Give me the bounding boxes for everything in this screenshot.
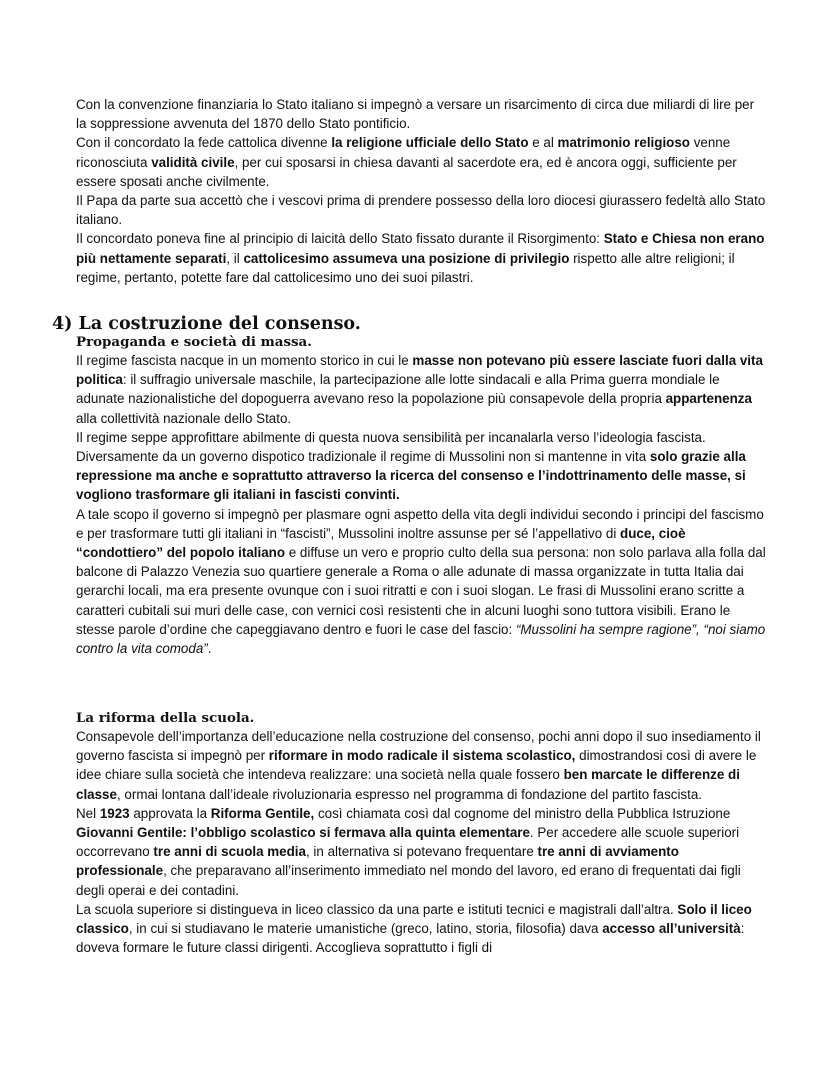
- text-run: , per cui sposarsi in chiesa davanti al sacerdote era, ed è ancora oggi, sufficiente per essere sposati anche civilmente.: [76, 154, 737, 189]
- text-run: e al: [528, 135, 558, 151]
- bold-text: tre anni di avviamento professionale: [76, 844, 679, 879]
- text-run: dimostrandosi così di avere le idee chiare sulla società che intendeva realizzare: una società nella quale fossero: [76, 748, 757, 783]
- bold-text: tre anni di scuola media: [153, 844, 306, 860]
- bold-text: masse non potevano più essere lasciate fuori dalla vita politica: [76, 353, 763, 388]
- text-run: Consapevole dell’importanza dell’educazione nella costruzione del consenso, pochi anni dopo il suo insediamento il governo fascista si impegnò per: [76, 729, 761, 764]
- text-run: Il concordato poneva fine al principio di laicità dello Stato fissato durante il Risorgimento:: [76, 231, 604, 247]
- subsection-heading: La riforma della scuola.: [76, 710, 255, 726]
- text-run: . Per accedere alle scuole superiori occorrevano: [76, 825, 740, 860]
- text-run: , che preparavano all’inserimento immediato nel mondo del lavoro, ed erano di frequentati dai figli degli operai e dei contadini.: [76, 863, 741, 898]
- section-heading: 4) La costruzione del consenso.: [52, 314, 361, 334]
- paragraph: [76, 351, 766, 428]
- text-run: alla collettività nazionale dello Stato.: [76, 410, 292, 426]
- mass-society-section: [76, 351, 766, 658]
- text-run: Il regime seppe approfittare abilmente di questa nuova sensibilità per incanalarla verso l’ideologia fascista. Diversamente da un governo dispotico tradizionale il regime di Mussolini non si mantenne in vita: [76, 429, 706, 465]
- paragraph: [76, 229, 766, 287]
- intro-section: [76, 95, 766, 287]
- text-run: , in cui si studiavano le materie umanistiche (greco, latino, storia, filosofia) dava: [128, 921, 603, 937]
- bold-text: Riforma Gentile,: [210, 805, 315, 821]
- bold-text: ben marcate le differenze di classe: [76, 767, 740, 802]
- paragraph: [76, 900, 766, 958]
- bold-text: cattolicesimo assumeva una posizione di privilegio: [243, 250, 570, 266]
- bold-text: 1923: [99, 805, 130, 821]
- subsection-heading: Propaganda e società di massa.: [76, 334, 312, 350]
- text-run: , in alternativa si potevano frequentare: [305, 844, 538, 860]
- text-run: rispetto alle altre religioni; il regime, pertanto, potette fare dal cattolicesimo uno dei suoi pilastri.: [76, 250, 735, 285]
- bold-text: duce, cioè “condottiero” del popolo italiano: [76, 525, 686, 561]
- text-run: Nel: [76, 805, 100, 821]
- text-run: Il regime fascista nacque in un momento storico in cui le: [76, 353, 413, 368]
- paragraph: [76, 505, 766, 659]
- bold-text: matrimonio religioso: [557, 135, 690, 151]
- bold-text: appartenenza: [665, 391, 752, 407]
- bold-text: Stato e Chiesa non erano più nettamente separati: [76, 231, 765, 266]
- bold-text: validità civile: [151, 154, 235, 170]
- text-run: così chiamata così dal cognome del ministro della Pubblica Istruzione: [314, 805, 731, 821]
- paragraph: [76, 133, 766, 191]
- text-run: .: [207, 641, 212, 657]
- text-run: , il: [226, 250, 244, 266]
- text-run: approvata la: [129, 805, 211, 821]
- paragraph: [76, 804, 766, 900]
- text-run: La scuola superiore si distingueva in liceo classico da una parte e istituti tecnici e magistrali dall’altra.: [76, 901, 678, 917]
- text-run: : il suffragio universale maschile, la partecipazione alle lotte sindacali e alla Prima guerra mondiale le adunate nazionalistiche del dopoguerra avevano reso la popolazione più consapevole della propria: [76, 372, 720, 407]
- text-run: Con il concordato la fede cattolica divenne: [76, 135, 332, 151]
- bold-text: riformare in modo radicale il sistema scolastico,: [268, 748, 576, 764]
- text-run: , ormai lontana dall’ideale rivoluzionaria espresso nel programma di fondazione del partito fascista.: [116, 786, 703, 802]
- bold-text: accesso all’università: [602, 921, 741, 937]
- text-run: : doveva formare le future classi dirigenti. Accoglieva soprattutto i figli di: [76, 921, 745, 956]
- paragraph: [76, 727, 766, 804]
- school-reform-section: [76, 727, 766, 957]
- bold-text: Giovanni Gentile: l’obbligo scolastico si fermava alla quinta elementare: [76, 825, 530, 841]
- bold-text: la religione ufficiale dello Stato: [331, 135, 529, 151]
- bold-text: solo grazie alla repressione ma anche e soprattutto attraverso la ricerca del consenso e l’indottrinamento delle masse, si vogliono trasformare gli italiani in fascisti convinti.: [76, 449, 746, 503]
- paragraph: Il Papa da parte sua accettò che i vescovi prima di prendere possesso della loro diocesi giurassero fedeltà allo Stato italiano.: [76, 193, 766, 228]
- text-run: e diffuse un vero e proprio culto della sua persona: non solo parlava alla folla dal balcone di Palazzo Venezia suo quartiere generale a Roma o alle adunate di massa organizzate in tutta Italia dai gerarchi locali, ma era presente ovunque con i suoi ritratti e con i suoi slogan. Le frasi di Mussolini erano scritte a caratteri cubitali sui muri delle case, con vernici così resistenti che in alcuni luoghi sono tuttora visibili. Erano le stesse parole d’ordine che capeggiavano dentro e fuori le case del fascio:: [76, 545, 766, 637]
- paragraph: Con la convenzione finanziaria lo Stato italiano si impegnò a versare un risarcimento di circa due miliardi di lire per la soppressione avvenuta del 1870 dello Stato pontificio.: [76, 97, 755, 132]
- bold-text: Solo il liceo classico: [76, 901, 752, 937]
- italic-text: “Mussolini ha sempre ragione”, “noi siamo contro la vita comoda”: [76, 621, 766, 657]
- text-run: A tale scopo il governo si impegnò per plasmare ogni aspetto della vita degli individui secondo i principi del fascismo e per trasformare tutti gli italiani in “fascisti”, Mussolini inoltre assunse per sé l’appellativo di: [76, 506, 764, 541]
- text-run: venne riconosciuta: [76, 135, 731, 170]
- paragraph: [76, 428, 766, 505]
